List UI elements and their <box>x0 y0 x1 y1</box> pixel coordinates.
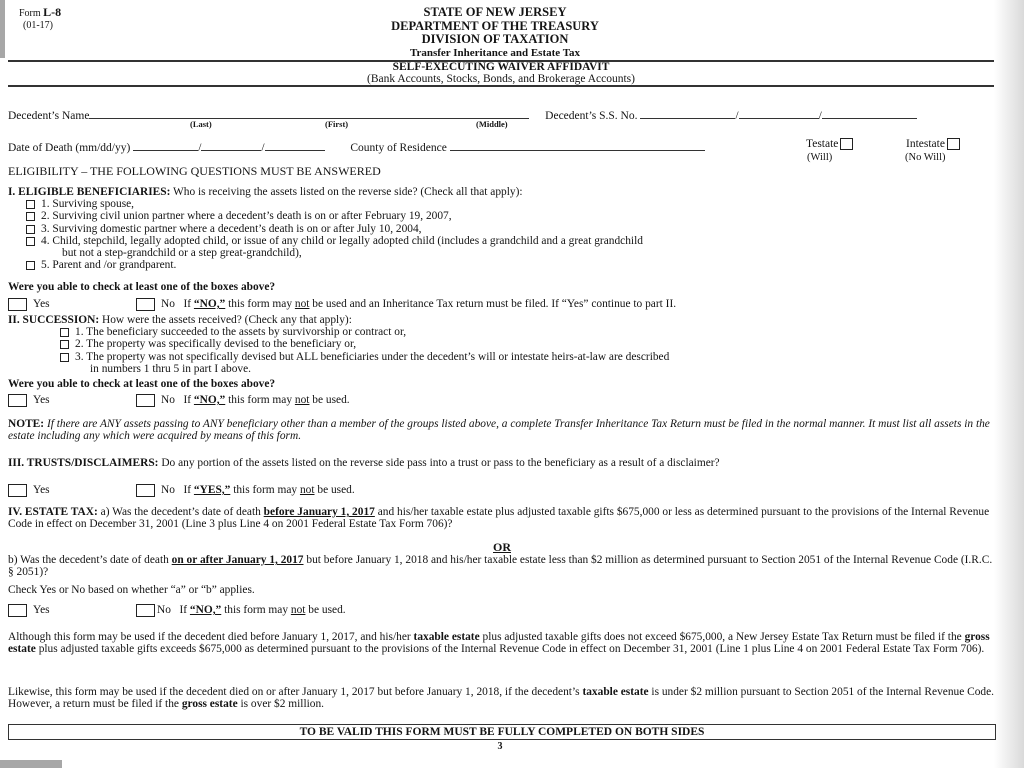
may-text-3: this form may <box>233 484 298 497</box>
section-3-text: Do any portion of the assets listed on the reverse side pass into a trust or pass to the beneficiary as a result of a disclaimer? <box>161 457 720 469</box>
paragraph-2 <box>8 686 996 710</box>
form-label: Form <box>19 8 41 19</box>
dod-year-field[interactable] <box>265 139 325 151</box>
no-checkbox-4[interactable] <box>136 604 155 617</box>
answer-row-3 <box>8 484 996 497</box>
dod-month-field[interactable] <box>133 139 198 151</box>
ssn-slash-2: / <box>818 110 822 122</box>
dod-label: Date of Death (mm/dd/yy) <box>8 142 131 154</box>
not-word-1: not <box>294 298 310 311</box>
header-line-4: Transfer Inheritance and Estate Tax <box>409 46 581 59</box>
yes-label-4: Yes <box>33 604 50 617</box>
no-label-1: No <box>161 298 175 311</box>
yes-label-3: Yes <box>33 484 50 497</box>
if-label-4: If <box>179 604 188 617</box>
not-word-3: not <box>299 484 315 497</box>
paragraph-1-text-2: plus adjusted taxable gifts does not exceed $675,000, a New Jersey Estate Tax Return must be filed if the <box>482 631 962 643</box>
beneficiary-option-2[interactable] <box>8 210 996 222</box>
if-label-2: If <box>183 394 192 407</box>
beneficiary-label-1: 1. Surviving spouse, <box>41 198 135 211</box>
succession-label-3: 3. The property was not specifically devised but ALL beneficiaries under the decedent’s will or intestate heirs-at-law are described <box>75 350 670 363</box>
agency-header <box>285 6 705 60</box>
ssn-field-2[interactable] <box>739 107 819 119</box>
dod-day-field[interactable] <box>201 139 261 151</box>
beneficiary-checkbox-5[interactable] <box>26 261 35 270</box>
succession-label-3-cont: in numbers 1 thru 5 in part I above. <box>90 362 252 375</box>
succession-option-2[interactable] <box>8 338 996 350</box>
section-4-b-prefix: b) Was the decedent’s date of death <box>8 554 169 566</box>
no-label-3: No <box>161 484 175 497</box>
section-2-heading: II. SUCCESSION: <box>8 314 100 326</box>
succession-checkbox-1[interactable] <box>60 328 69 337</box>
middle-caption: (Middle) <box>476 119 508 129</box>
question-able-2 <box>8 378 996 390</box>
header-line-1: STATE OF NEW JERSEY <box>423 5 567 19</box>
beneficiary-label-3: 3. Surviving domestic partner where a decedent’s death is on or after July 10, 2004, <box>41 222 422 235</box>
paragraph-2-text-2: is under $2 million pursuant to Section 2051 of the Internal Revenue Code. However, a return must be filed if the <box>8 686 995 711</box>
question-able-1-text: Were you able to check at least one of the boxes above? <box>8 281 276 293</box>
eligibility-heading: ELIGIBILITY – THE FOLLOWING QUESTIONS MUST BE ANSWERED <box>8 164 381 178</box>
beneficiary-option-5[interactable] <box>8 259 996 271</box>
if-label-3: If <box>183 484 192 497</box>
intestate-option <box>906 138 964 150</box>
first-caption: (First) <box>325 119 349 129</box>
beneficiary-checkbox-3[interactable] <box>26 225 35 234</box>
page-number: 3 <box>497 741 503 752</box>
county-label: County of Residence <box>350 142 447 154</box>
ssn-field-3[interactable] <box>822 107 917 119</box>
question-able-1 <box>8 281 996 293</box>
header-line-2: DEPARTMENT OF THE TREASURY <box>391 18 599 33</box>
yes-quoted-3: “YES,” <box>193 484 231 497</box>
succession-checkbox-3[interactable] <box>60 353 69 362</box>
note-label: NOTE: <box>8 418 45 430</box>
paragraph-2-bold-2: gross estate <box>181 698 238 711</box>
header-line-3: DIVISION OF TAXATION <box>421 32 569 46</box>
yes-label-2: Yes <box>33 394 50 407</box>
beneficiary-option-1[interactable] <box>8 198 996 210</box>
answer-row-4 <box>8 604 996 617</box>
ssn-slash-1: / <box>735 110 739 122</box>
beneficiary-label-2: 2. Surviving civil union partner where a decedent’s death is on or after February 19, 2007, <box>41 210 452 223</box>
note-block <box>8 418 996 442</box>
section-4-b <box>8 554 996 578</box>
no-checkbox-3[interactable] <box>136 484 155 497</box>
will-caption: (Will) <box>807 152 833 163</box>
section-4-b-date: on or after January 1, 2017 <box>171 554 304 566</box>
yes-label-1: Yes <box>33 298 50 311</box>
beneficiary-option-4[interactable] <box>8 235 996 247</box>
form-revision: (01-17) <box>23 20 53 31</box>
no-quoted-1: “NO,” <box>193 298 226 311</box>
paragraph-1-bold-2: gross estate <box>8 631 990 656</box>
section-1-question: Who is receiving the assets listed on the reverse side? (Check all that apply): <box>173 186 523 198</box>
section-3 <box>8 457 996 469</box>
yes-checkbox-2[interactable] <box>8 394 27 407</box>
beneficiary-label-5: 5. Parent and /or grandparent. <box>41 259 177 272</box>
paragraph-2-text-3: is over $2 million. <box>240 698 325 711</box>
may-text-1: this form may <box>228 298 293 311</box>
paragraph-1-text-3: plus adjusted taxable gifts exceeds $675,000 as determined pursuant to the provisions of the Internal Revenue Code in effect on December 31, 2001 (Line 1 plus Line 4 on 2001 Federal Estate Tax Form 706). <box>38 643 985 656</box>
testate-checkbox[interactable] <box>840 138 853 150</box>
last-caption: (Last) <box>190 119 212 129</box>
yes-checkbox-4[interactable] <box>8 604 27 617</box>
ssn-field-1[interactable] <box>640 107 735 119</box>
section-2 <box>8 314 996 375</box>
may-text-4: this form may <box>224 604 289 617</box>
footer-notice: TO BE VALID THIS FORM MUST BE FULLY COMPLETED ON BOTH SIDES <box>8 724 996 740</box>
answer-row-1 <box>8 298 996 311</box>
section-2-question: How were the assets received? (Check any that apply): <box>102 314 352 326</box>
succession-label-1: 1. The beneficiary succeeded to the assets by survivorship or contract or, <box>75 326 407 339</box>
may-text-2: this form may <box>228 394 293 407</box>
beneficiary-option-3[interactable] <box>8 223 996 235</box>
no-checkbox-1[interactable] <box>136 298 155 311</box>
no-checkbox-2[interactable] <box>136 394 155 407</box>
or-separator <box>8 541 996 553</box>
section-4-heading: IV. ESTATE TAX: <box>8 506 98 518</box>
be-used-2: be used. <box>312 394 350 407</box>
be-used-3: be used. <box>317 484 355 497</box>
testate-label: Testate <box>806 138 839 150</box>
form-number: L-8 <box>43 5 62 19</box>
section-4-a-prefix: a) Was the decedent’s date of death <box>100 506 261 518</box>
paragraph-1-text-1: Although this form may be used if the decedent died before January 1, 2017, and his/her <box>8 631 411 643</box>
section-1 <box>8 186 996 271</box>
succession-option-3[interactable] <box>8 351 996 363</box>
decedent-name-field[interactable] <box>89 107 529 119</box>
no-quoted-2: “NO,” <box>193 394 226 407</box>
beneficiary-checkbox-2[interactable] <box>26 212 35 221</box>
succession-option-1[interactable] <box>8 326 996 338</box>
answer-1-rest: be used and an Inheritance Tax return must be filed. If “Yes” continue to part II. <box>312 298 677 311</box>
testate-option <box>806 138 857 150</box>
date-of-death-row <box>8 139 705 154</box>
no-will-caption: (No Will) <box>905 152 946 163</box>
section-4-b-rest: but before January 1, 2018 and his/her taxable estate less than $2 million as determined pursuant to Section 2051 of the Internal Revenue Code (I.R.C. § 2051)? <box>8 554 993 579</box>
ssn-label: Decedent’s S.S. No. <box>545 110 638 122</box>
paragraph-1-bold-1: taxable estate <box>413 631 480 643</box>
question-able-2-text: Were you able to check at least one of the boxes above? <box>8 378 276 390</box>
section-1-heading: I. ELIGIBLE BENEFICIARIES: <box>8 186 171 198</box>
paragraph-1 <box>8 631 996 655</box>
section-4-a-date: before January 1, 2017 <box>263 506 375 518</box>
form-title-box <box>8 60 994 87</box>
form-page <box>5 0 995 768</box>
section-3-heading: III. TRUSTS/DISCLAIMERS: <box>8 457 159 469</box>
form-title: SELF-EXECUTING WAIVER AFFIDAVIT <box>392 61 610 73</box>
decedent-name-label: Decedent’s Name <box>8 110 90 122</box>
beneficiary-checkbox-1[interactable] <box>26 200 35 209</box>
succession-label-2: 2. The property was specifically devised to the beneficiary or, <box>75 338 357 351</box>
check-line: Check Yes or No based on whether “a” or “b” applies. <box>8 584 255 596</box>
decedent-name-row <box>8 107 917 122</box>
answer-row-2 <box>8 394 996 407</box>
be-used-4: be used. <box>308 604 346 617</box>
if-label-1: If <box>183 298 192 311</box>
page-shadow <box>994 0 1024 768</box>
intestate-checkbox[interactable] <box>947 138 960 150</box>
not-word-4: not <box>290 604 306 617</box>
no-quoted-4: “NO,” <box>189 604 222 617</box>
beneficiary-label-4: 4. Child, stepchild, legally adopted child, or issue of any child or legally adopted child (includes a grandchild and a great grandchild <box>41 234 643 247</box>
beneficiary-checkbox-4[interactable] <box>26 237 35 246</box>
form-id <box>19 6 61 32</box>
no-label-4: No <box>157 604 171 617</box>
county-field[interactable] <box>450 139 705 151</box>
not-word-2: not <box>294 394 310 407</box>
form-subtitle: (Bank Accounts, Stocks, Bonds, and Brokerage Accounts) <box>367 72 635 85</box>
note-text: If there are ANY assets passing to ANY beneficiary other than a member of the groups listed above, a complete Transfer Inheritance Tax Return must be filed in the normal manner. It must list all assets in the estate including any which were acquired by means of this form. <box>8 418 990 443</box>
dod-slash-1: / <box>198 142 202 154</box>
paragraph-2-text-1: Likewise, this form may be used if the decedent died on or after January 1, 2017 but before January 1, 2018, if the decedent’s <box>8 686 580 698</box>
succession-checkbox-2[interactable] <box>60 340 69 349</box>
dod-slash-2: / <box>261 142 265 154</box>
intestate-label: Intestate <box>906 138 945 150</box>
yes-checkbox-1[interactable] <box>8 298 27 311</box>
section-4-a <box>8 506 996 530</box>
section-4-a-rest: and his/her taxable estate plus adjusted taxable gifts $675,000 or less as determined pursuant to the provisions of the Internal Revenue Code in effect on December 31, 2001 (Line 3 plus Line 4 on 2001 Federal Estate Tax Form 706)? <box>8 506 990 531</box>
beneficiary-label-4-cont: but not a step-grandchild or a step great-grandchild), <box>62 247 302 260</box>
paragraph-2-bold-1: taxable estate <box>582 686 649 698</box>
no-label-2: No <box>161 394 175 407</box>
or-text: OR <box>493 540 511 554</box>
yes-checkbox-3[interactable] <box>8 484 27 497</box>
